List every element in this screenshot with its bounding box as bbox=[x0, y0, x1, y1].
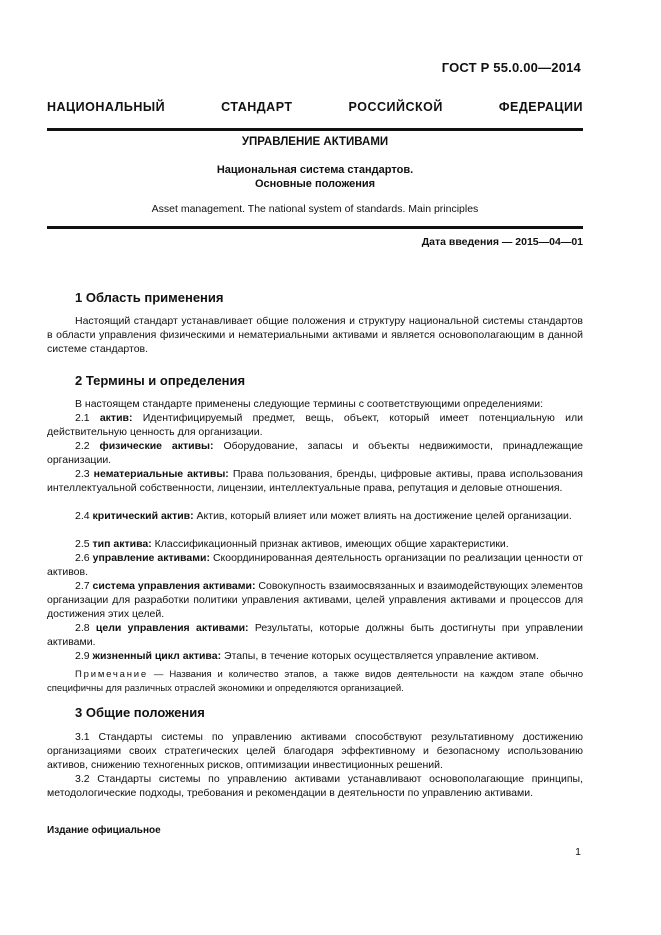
note-text: — Названия и количество этапов, а также видов деятельности на каждом этапе обычно специфичны для различных отраслей экономики и определяются организацией. bbox=[47, 669, 583, 694]
term-name: актив: bbox=[99, 412, 133, 424]
term-name: нематериальные активы: bbox=[93, 468, 229, 480]
term-name: управление активами: bbox=[92, 552, 210, 564]
term-definition: Идентифицируемый предмет, вещь, объект, который имеет потенциальную или действительную ценность для организации. bbox=[47, 412, 583, 438]
term-2-8 bbox=[47, 621, 583, 649]
national-standard-heading: НАЦИОНАЛЬНЫЙ СТАНДАРТ РОССИЙСКОЙ ФЕДЕРАЦИИ bbox=[47, 100, 583, 114]
document-number: ГОСТ Р 55.0.00—2014 bbox=[441, 60, 581, 75]
term-name: физические активы: bbox=[99, 440, 214, 452]
term-2-2 bbox=[47, 439, 583, 467]
term-number: 2.6 bbox=[75, 552, 90, 564]
term-definition: Скоординированная деятельность организации по реализации ценности от активов. bbox=[47, 552, 583, 578]
term-definition: Классификационный признак активов, имеющих общие характеристики. bbox=[154, 538, 509, 550]
term-2-5 bbox=[47, 537, 583, 551]
term-name: критический актив: bbox=[92, 510, 194, 522]
term-definition: Совокупность взаимосвязанных и взаимодействующих элементов организации для разработки политики управления активами, целей управления активами и процессов для достижения этих целей. bbox=[47, 580, 583, 620]
section-3-heading: 3 Общие положения bbox=[75, 705, 205, 720]
term-number: 2.9 bbox=[75, 650, 90, 662]
document-title: УПРАВЛЕНИЕ АКТИВАМИ bbox=[241, 136, 389, 148]
term-number: 2.4 bbox=[75, 510, 90, 522]
subtitle-line-1: Национальная система стандартов. bbox=[216, 164, 414, 176]
term-number: 2.2 bbox=[75, 440, 90, 452]
note-label: Примечание bbox=[75, 669, 148, 680]
term-2-1 bbox=[47, 411, 583, 439]
term-definition: Оборудование, запасы и объекты недвижимости, принадлежащие организации. bbox=[47, 440, 584, 466]
section-1-heading: 1 Область применения bbox=[75, 290, 224, 305]
term-number: 2.5 bbox=[75, 538, 90, 550]
term-definition: Актив, который влияет или может влиять на достижение целей организации. bbox=[196, 510, 572, 522]
term-definition: Права пользования, бренды, цифровые активы, права использования интеллектуальной собственности, лицензии, интеллектуальные права, репутация и деловые отношения. bbox=[47, 468, 583, 494]
term-definition: Результаты, которые должны быть достигнуты при управлении активами. bbox=[47, 622, 584, 648]
term-name: цели управления активами: bbox=[95, 622, 249, 634]
term-definition: Этапы, в течение которых осуществляется управление активом. bbox=[224, 650, 539, 662]
title-bottom-rule bbox=[47, 226, 583, 229]
term-number: 2.7 bbox=[75, 580, 90, 592]
term-number: 2.8 bbox=[75, 622, 90, 634]
section-3-paragraph-1: 3.1 Стандарты системы по управлению активами способствуют результативному достижению организациями своих стратегических целей благодаря эффективному и безопасному использованию активов, снижению техногенных рисков, оптимизации инвестиционных решений. bbox=[47, 731, 583, 771]
term-name: жизненный цикл актива: bbox=[92, 650, 222, 662]
term-2-3 bbox=[47, 467, 583, 495]
section-3-paragraph-2: 3.2 Стандарты системы по управлению активами устанавливают основополагающие принципы, методологические подходы, требования и рекомендации в деятельности по управлению активами. bbox=[47, 773, 583, 799]
date-of-introduction: Дата введения — 2015—04—01 bbox=[421, 236, 583, 248]
top-rule bbox=[47, 128, 583, 131]
page-number: 1 bbox=[575, 846, 581, 858]
section-2-intro: В настоящем стандарте применены следующие термины с соответствующими определениями: bbox=[75, 398, 544, 410]
note bbox=[47, 668, 583, 696]
term-name: тип актива: bbox=[92, 538, 152, 550]
term-number: 2.3 bbox=[75, 468, 90, 480]
term-2-4 bbox=[47, 509, 583, 523]
term-2-6 bbox=[47, 551, 583, 579]
official-edition-label: Издание официальное bbox=[47, 825, 161, 836]
document-subtitle bbox=[47, 163, 583, 191]
term-2-7 bbox=[47, 579, 583, 621]
subtitle-line-2: Основные положения bbox=[254, 178, 376, 190]
section-2-heading: 2 Термины и определения bbox=[75, 373, 246, 388]
term-2-9 bbox=[47, 649, 583, 663]
english-title: Asset management. The national system of standards. Main principles bbox=[151, 203, 479, 215]
term-number: 2.1 bbox=[75, 412, 90, 424]
section-1-text: Настоящий стандарт устанавливает общие положения и структуру национальной системы стандартов в области управления физическими и нематериальными активами и является основополагающим в данной системе стандартов. bbox=[47, 315, 583, 355]
term-name: система управления активами: bbox=[92, 580, 256, 592]
